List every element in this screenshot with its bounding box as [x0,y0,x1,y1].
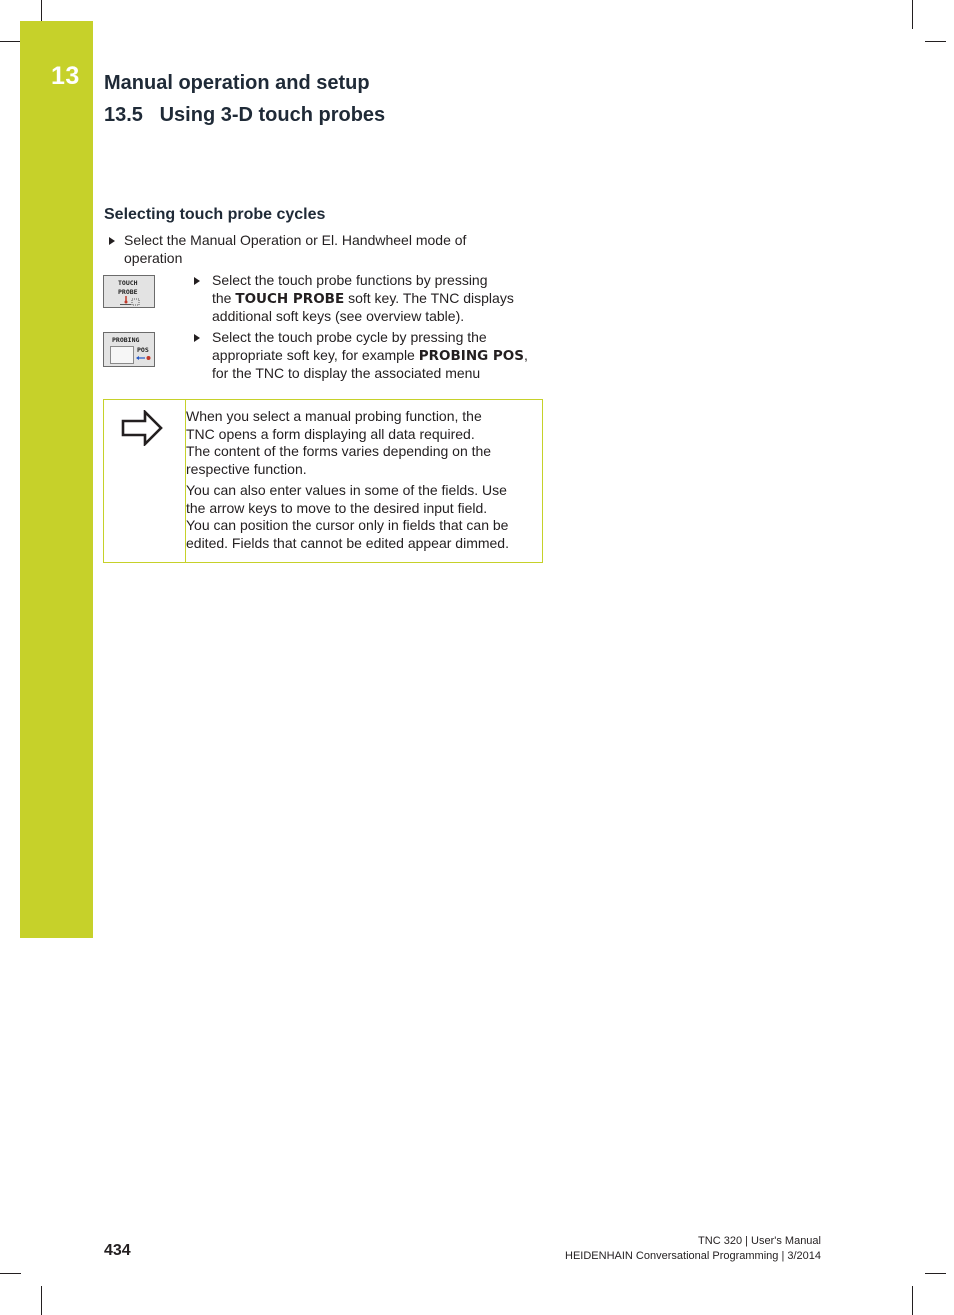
section-title [104,104,385,127]
note-paragraph-1 [186,408,536,478]
step-3-line-2 [212,347,528,366]
step-2-pre: the [212,289,236,306]
chapter-sidebar [20,21,93,938]
note-line: TNC opens a form displaying all data required. [186,425,475,442]
note-line: You can position the cursor only in fields that can be [186,517,509,533]
step-2-line-1: Select the touch probe functions by pressing [212,272,488,288]
crop-mark [925,41,946,42]
arrow-right-icon [121,410,163,446]
note-line: edited. Fields that cannot be edited appear dimmed. [186,534,509,551]
crop-mark [0,1273,21,1274]
step-3-post: , [524,346,528,363]
step-3-line-1: Select the touch probe cycle by pressing the [212,329,487,345]
probing-pos-softkey[interactable] [103,332,155,367]
step-3-pre: appropriate soft key, for example [212,346,419,363]
step-1-line-2: operation [124,249,183,266]
step-2-line-3: additional soft keys (see overview table). [212,308,465,324]
note-line: You can also enter values in some of the fields. Use [186,482,507,498]
section-number: 13.5 [104,104,143,126]
step-2-post: soft key. The TNC displays [344,289,514,306]
page-number: 434 [104,1242,131,1259]
touch-probe-key-name: TOUCH PROBE [235,290,345,307]
touch-probe-softkey[interactable] [103,275,155,308]
softkey-label-bottom: POS [137,346,149,354]
note-box [103,399,543,563]
bullet-triangle-icon [109,237,115,245]
note-line: The content of the forms varies depending on the [186,443,492,459]
step-2-line-2 [212,290,514,309]
softkey-label-bottom: PROBE [118,288,138,296]
step-1 [124,232,466,267]
step-3 [212,329,528,383]
footer-line-2: HEIDENHAIN Conversational Programming | 3/2014 [565,1250,821,1262]
crop-mark [912,1286,913,1315]
note-line: the arrow keys to move to the desired input field. [186,499,488,516]
softkey-label-top: TOUCH [118,279,138,287]
subsection-heading: Selecting touch probe cycles [104,206,326,223]
step-1-line-1: Select the Manual Operation or El. Handwheel mode of [124,232,467,248]
step-2 [212,272,514,326]
crop-mark [912,0,913,29]
crop-mark [41,1286,42,1315]
crop-mark [925,1273,946,1274]
note-line: When you select a manual probing function, the [186,408,482,424]
section-name: Using 3-D touch probes [159,104,386,126]
step-3-line-3: for the TNC to display the associated menu [212,365,481,381]
probing-direction-icon [136,354,152,362]
crop-mark [0,41,21,42]
note-line: respective function. [186,460,307,477]
footer-line-1: TNC 320 | User's Manual [698,1235,821,1247]
softkey-input-box [110,346,134,364]
note-paragraph-2 [186,482,536,552]
touch-probe-icon [120,296,140,306]
softkey-label-top: PROBING [112,336,140,344]
probing-pos-key-name: PROBING POS [418,347,524,364]
chapter-number: 13 [51,62,80,90]
chapter-title: Manual operation and setup [104,72,370,94]
bullet-triangle-icon [194,277,200,285]
bullet-triangle-icon [194,334,200,342]
